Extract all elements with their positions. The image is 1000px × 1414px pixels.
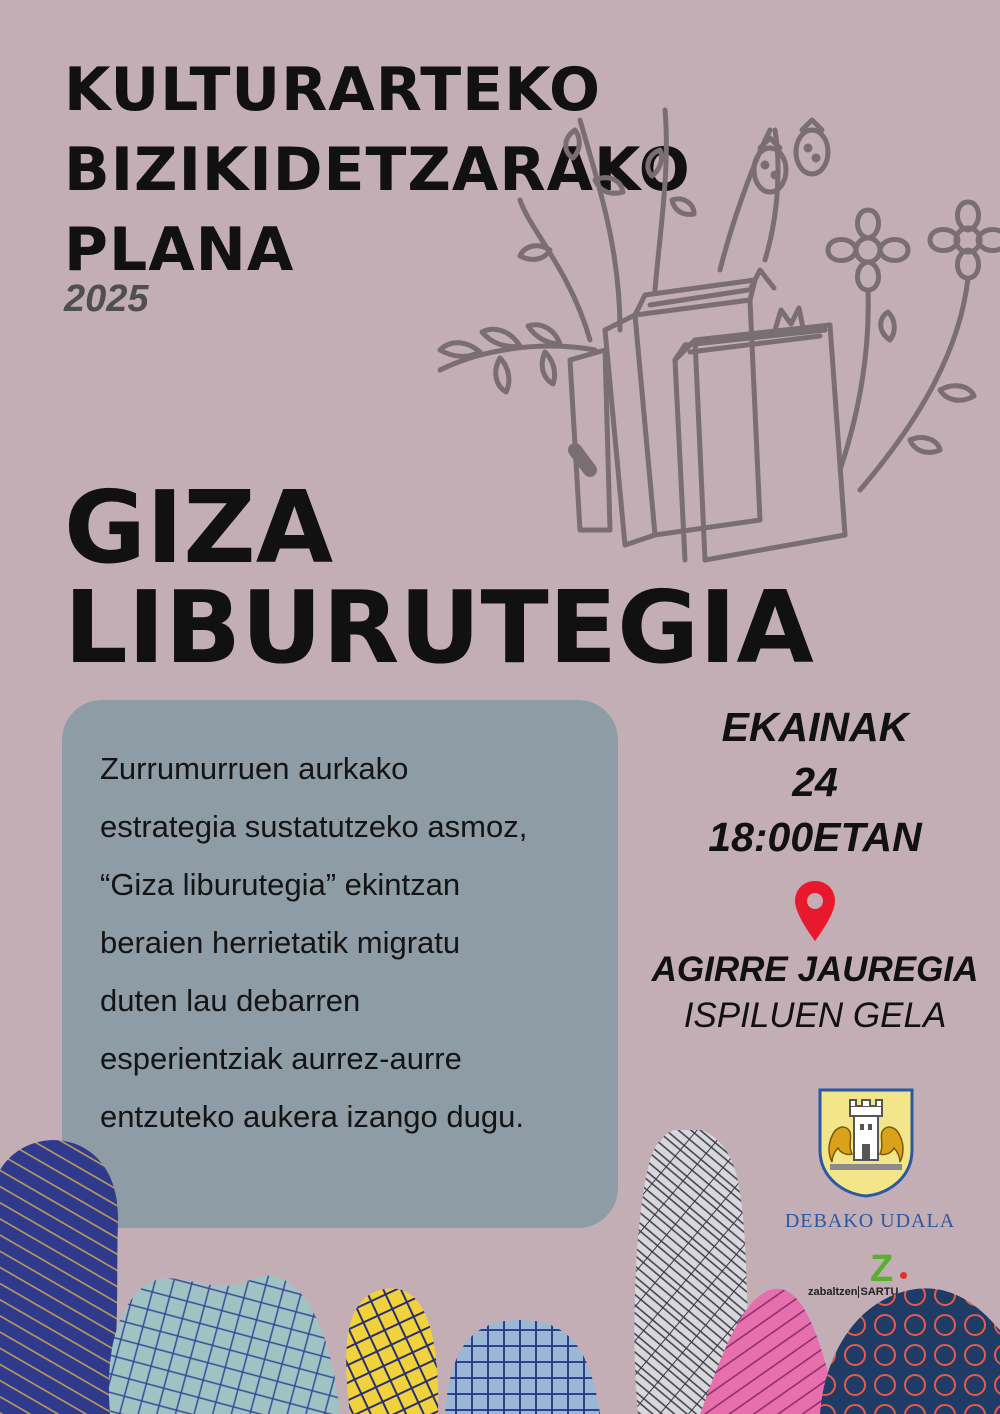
map-pin-icon bbox=[793, 879, 837, 943]
decorative-shapes bbox=[0, 1130, 1000, 1414]
event-time: 18:00ETAN bbox=[708, 814, 922, 860]
event-day: 24 bbox=[792, 759, 838, 805]
plan-title-line-1: KULTURARTEKO bbox=[64, 55, 601, 125]
event-title bbox=[64, 469, 814, 686]
partner-logo-letter: Z bbox=[870, 1248, 894, 1290]
venue-name: AGIRRE JAUREGIA bbox=[651, 950, 979, 989]
description-text: Zurrumurruen aurkako estrategia sustatutzeko asmoz, “Giza liburutegia” ekintzan beraien herrietatik migratu duten lau debarren esperientziak aurrez-aurre entzuteko aukera izango dugu. bbox=[100, 751, 528, 1134]
plan-title-line-3: PLANA bbox=[64, 215, 295, 285]
partner-logo-word-2: SARTU bbox=[858, 1286, 899, 1298]
event-month: EKAINAK bbox=[721, 704, 909, 750]
event-info bbox=[630, 700, 1000, 1039]
plan-year: 2025 bbox=[64, 278, 149, 320]
event-title-line-1: GIZA bbox=[64, 469, 334, 586]
plan-title-line-2: BIZIKIDETZARAKO bbox=[64, 135, 691, 205]
partner-logo-word-1: zabaltzen bbox=[808, 1286, 858, 1298]
venue-room: ISPILUEN GELA bbox=[683, 996, 947, 1035]
organizer-name: DEBAKO UDALA bbox=[784, 1210, 956, 1232]
event-title-line-2: LIBURUTEGIA bbox=[64, 569, 814, 686]
